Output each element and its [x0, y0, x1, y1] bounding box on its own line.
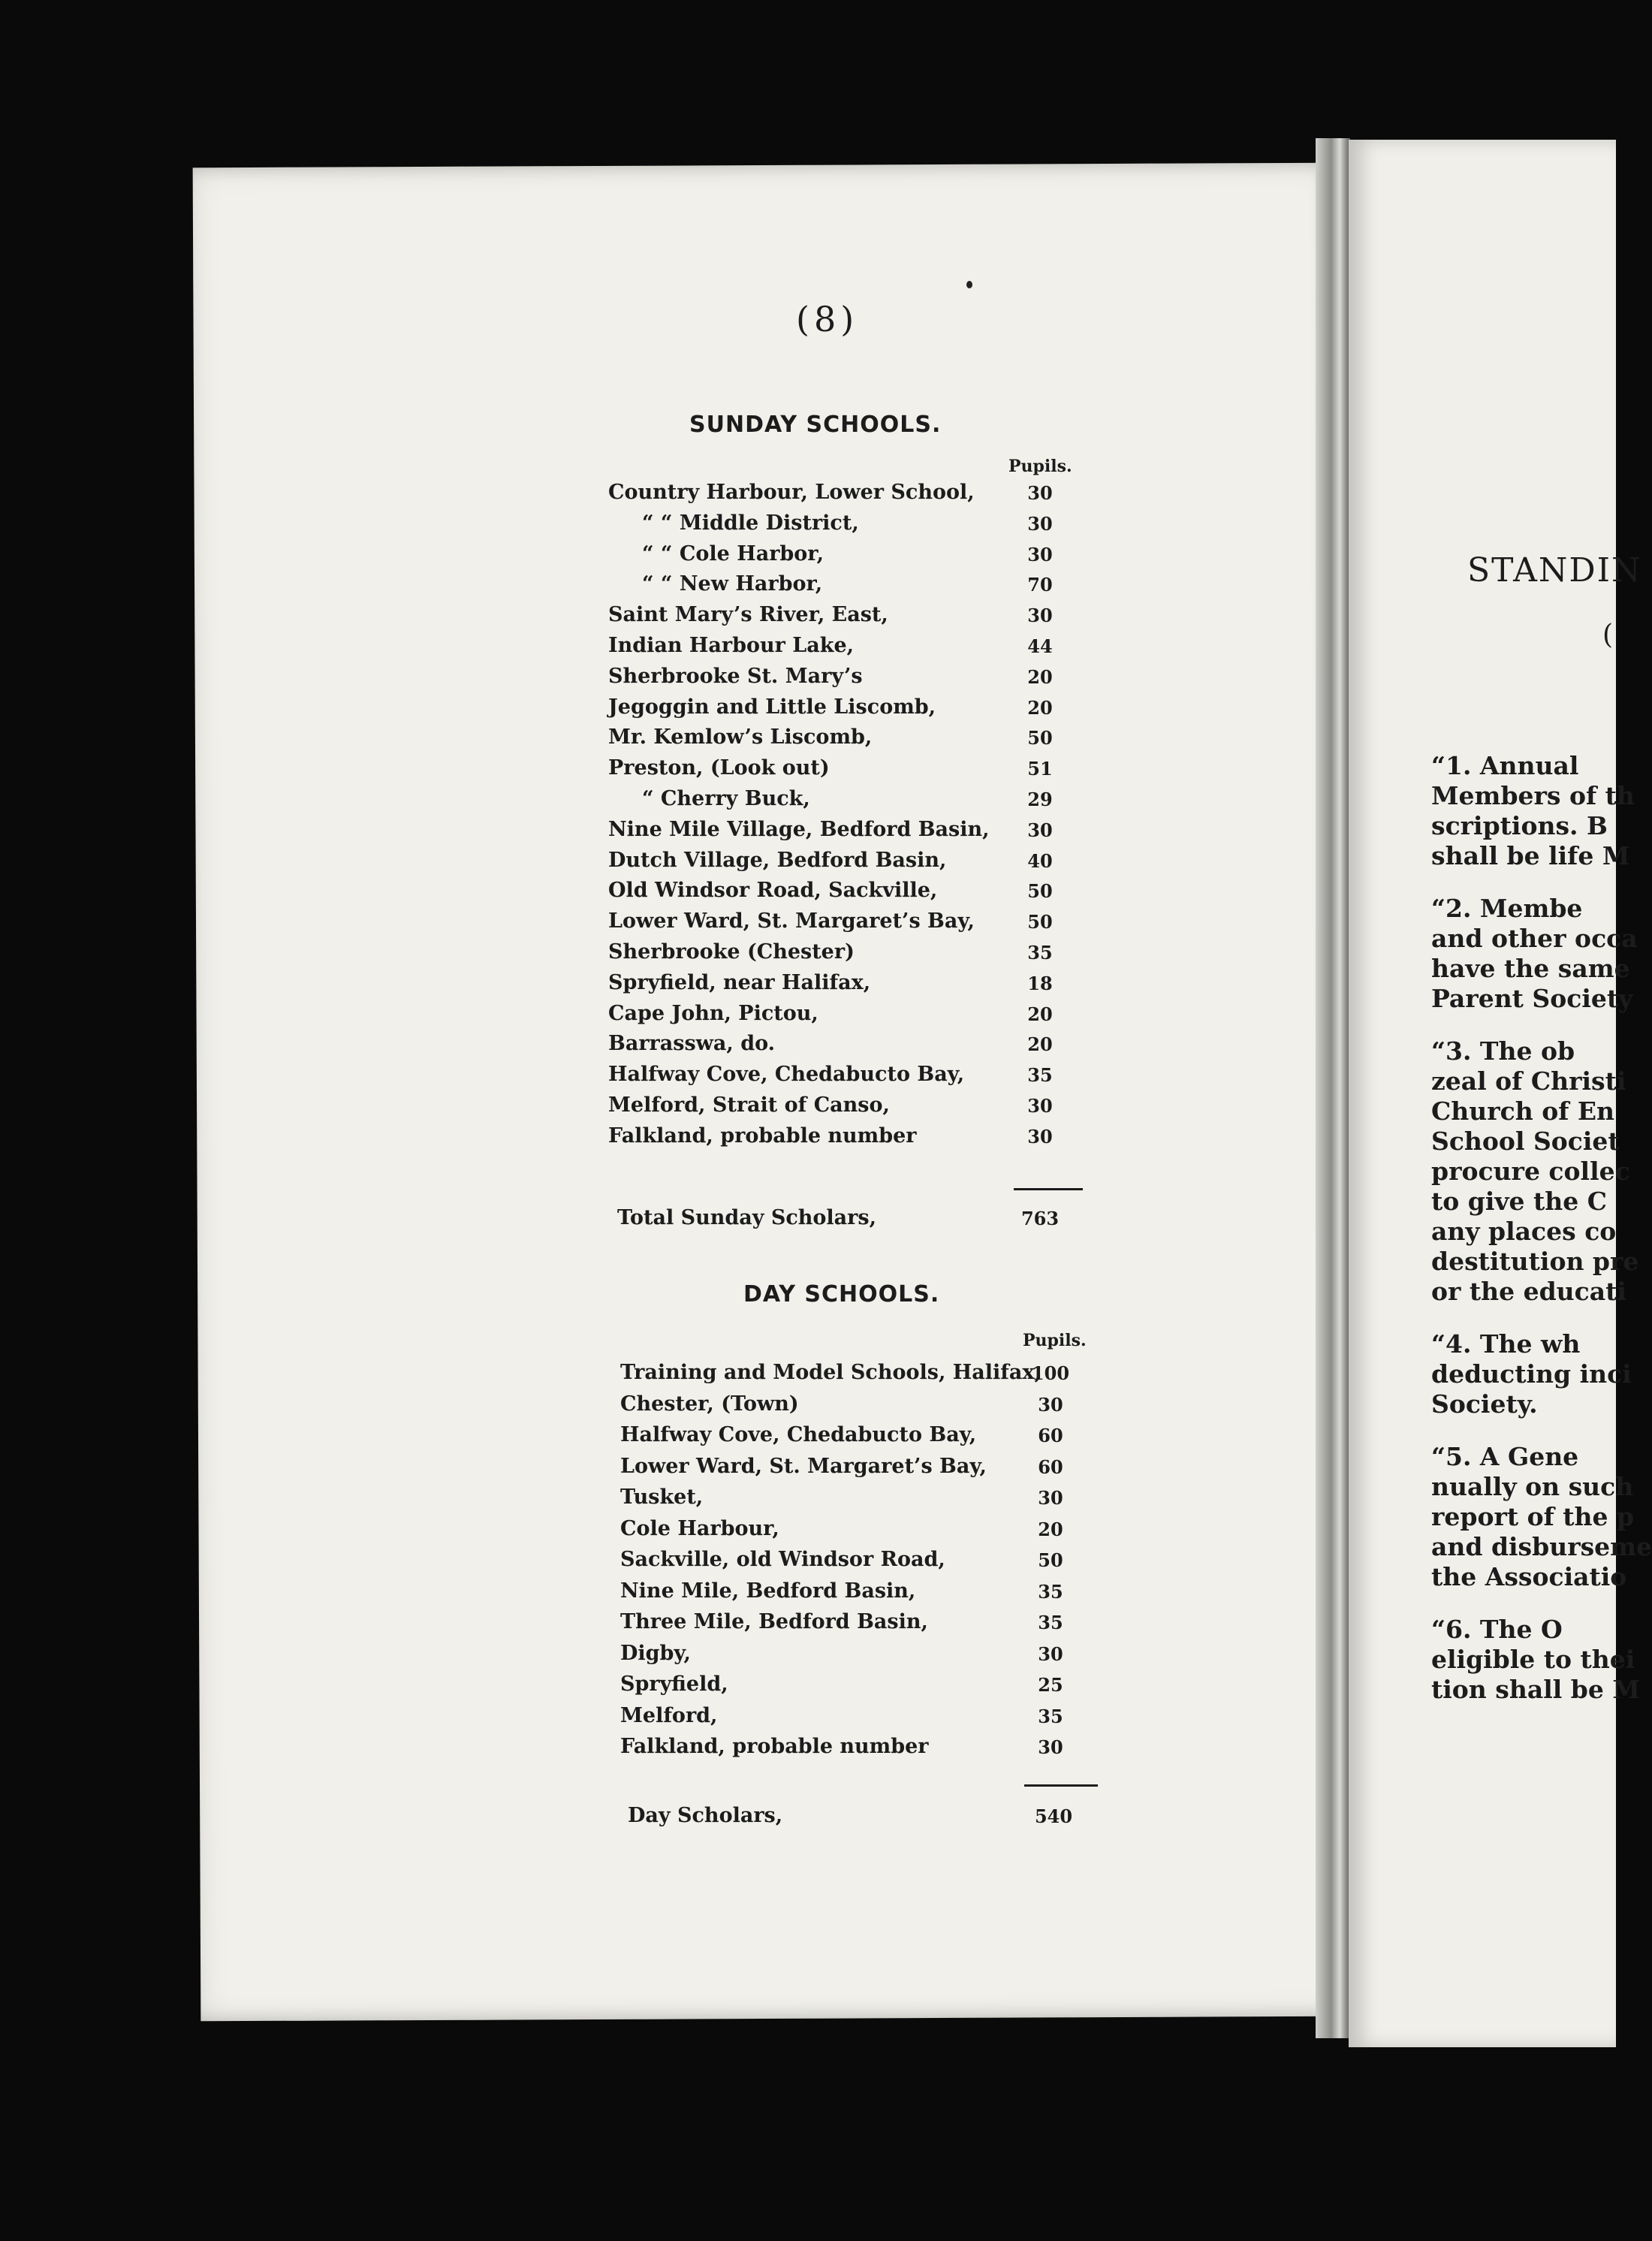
school-name: Cole Harbour, [620, 1516, 779, 1540]
pupil-count: 50 [1027, 880, 1053, 903]
school-name: Melford, [620, 1703, 718, 1727]
right-page-line: or the educati [1431, 1277, 1626, 1306]
right-page-line: “5. A Gene [1431, 1442, 1579, 1471]
pupil-count: 35 [1027, 1064, 1053, 1087]
pupil-count: 35 [1027, 942, 1053, 964]
right-page-line: Society. [1431, 1389, 1538, 1419]
school-name: Sackville, old Windsor Road, [620, 1548, 945, 1571]
pupil-count: 35 [1038, 1612, 1063, 1633]
school-name: Old Windsor Road, Sackville, [608, 879, 938, 903]
pupil-count: 30 [1027, 543, 1053, 566]
school-name: Jegoggin and Little Liscomb, [608, 695, 936, 719]
pupil-count: 50 [1038, 1549, 1063, 1571]
pupil-count: 20 [1027, 696, 1053, 719]
right-page-line: shall be life M [1431, 841, 1630, 870]
right-page-line: scriptions. B [1431, 811, 1608, 840]
right-page-line: the Associatio [1431, 1562, 1627, 1591]
right-page-line: destitution pre [1431, 1247, 1639, 1276]
pupil-count: 100 [1031, 1362, 1070, 1384]
school-name: Halfway Cove, Chedabucto Bay, [608, 1063, 965, 1087]
school-name: Dutch Village, Bedford Basin, [608, 848, 947, 872]
right-page-paren: ( [1602, 620, 1614, 650]
pupil-count: 30 [1027, 605, 1053, 627]
right-page-line: have the same [1431, 954, 1630, 983]
sunday-total-rule [1014, 1188, 1083, 1190]
right-page-line: “1. Annual [1431, 751, 1579, 780]
school-name: Spryfield, near Halifax, [608, 970, 871, 994]
day-total-label: Day Scholars, [628, 1804, 783, 1827]
school-name: Chester, (Town) [620, 1392, 799, 1416]
pupil-count: 35 [1038, 1580, 1063, 1603]
school-name: Digby, [620, 1641, 691, 1665]
pupil-count: 25 [1038, 1674, 1063, 1696]
pupil-count: 60 [1038, 1425, 1063, 1446]
pupil-count: 30 [1027, 482, 1053, 504]
school-name: Tusket, [620, 1485, 704, 1509]
pupil-count: 44 [1027, 635, 1053, 657]
school-name: Training and Model Schools, Halifax, [620, 1361, 1042, 1384]
pupil-count: 30 [1038, 1393, 1063, 1416]
pupil-count: 30 [1038, 1642, 1063, 1665]
school-name: “ “ Middle District, [642, 511, 859, 535]
right-page-line: and other occa [1431, 924, 1638, 953]
school-name: Barrasswa, do. [608, 1032, 776, 1056]
pupil-count: 30 [1027, 1125, 1053, 1148]
pupil-count: 20 [1027, 665, 1053, 688]
school-name: Mr. Kemlow’s Liscomb, [608, 725, 873, 750]
pupil-count: 30 [1027, 512, 1053, 535]
pupil-count: 20 [1027, 1033, 1053, 1056]
pupil-count: 30 [1027, 1095, 1053, 1117]
school-name: Melford, Strait of Canso, [608, 1093, 890, 1117]
right-page-line: tion shall be M [1431, 1675, 1640, 1704]
right-page-line: to give the C [1431, 1187, 1607, 1216]
pupil-count: 18 [1027, 972, 1053, 994]
pupil-count: 29 [1027, 789, 1053, 810]
school-name: Sherbrooke (Chester) [608, 940, 855, 964]
school-name: Halfway Cove, Chedabucto Bay, [620, 1423, 977, 1446]
pupil-count: 30 [1038, 1487, 1063, 1509]
pupil-count: 50 [1027, 727, 1053, 750]
school-name: “ Cherry Buck, [642, 787, 810, 810]
pupil-count: 20 [1027, 1003, 1053, 1025]
sunday-total-value: 763 [1020, 1208, 1060, 1229]
school-name: Falkland, probable number [620, 1735, 929, 1758]
right-page-line: “4. The wh [1431, 1329, 1581, 1359]
school-name: Three Mile, Bedford Basin, [620, 1610, 928, 1633]
pupil-count: 51 [1027, 758, 1053, 780]
right-page-line: Parent Society [1431, 984, 1633, 1013]
school-name: Indian Harbour Lake, [608, 634, 855, 657]
pupil-count: 60 [1038, 1455, 1063, 1478]
sunday-total-label: Total Sunday Scholars, [617, 1206, 877, 1229]
right-page-line: zeal of Christi [1431, 1066, 1626, 1096]
right-page-line: deducting inci [1431, 1359, 1632, 1389]
day-pupils-header: Pupils. [1023, 1331, 1087, 1350]
right-page-line: any places co [1431, 1217, 1617, 1246]
school-name: Cape John, Pictou, [608, 1001, 818, 1025]
school-name: Saint Mary’s River, East, [608, 603, 888, 627]
right-page-line: procure collec [1431, 1157, 1630, 1186]
sunday-pupils-header: Pupils. [1008, 457, 1072, 476]
pupil-count: 30 [1038, 1736, 1063, 1758]
day-schools-title: DAY SCHOOLS. [743, 1281, 940, 1308]
right-page-line: eligible to thei [1431, 1645, 1635, 1674]
school-name: Nine Mile Village, Bedford Basin, [608, 817, 990, 841]
right-page-line: “6. The O [1431, 1615, 1563, 1644]
school-name: Sherbrooke St. Mary’s [608, 664, 863, 688]
right-page-line: School Societ [1431, 1127, 1620, 1156]
school-name: “ “ New Harbor, [642, 572, 823, 596]
page-number: (8) [796, 299, 859, 339]
pupil-count: 20 [1038, 1518, 1063, 1540]
school-name: “ “ Cole Harbor, [642, 541, 824, 566]
sunday-schools-title: SUNDAY SCHOOLS. [689, 412, 942, 438]
school-name: Lower Ward, St. Margaret’s Bay, [620, 1454, 987, 1478]
school-name: Preston, (Look out) [608, 756, 830, 780]
right-page-title: STANDIN [1467, 551, 1642, 590]
day-total-value: 540 [1034, 1805, 1073, 1827]
right-page-line: report of the p [1431, 1502, 1635, 1531]
day-total-rule [1024, 1784, 1098, 1787]
pupil-count: 50 [1027, 911, 1053, 933]
page-gutter [1316, 138, 1350, 2038]
pupil-count: 70 [1027, 574, 1053, 596]
school-name: Falkland, probable number [608, 1124, 917, 1148]
pupil-count: 30 [1027, 819, 1053, 841]
pupil-count: 40 [1027, 849, 1053, 872]
pupil-count: 35 [1038, 1705, 1063, 1727]
ink-speck [966, 281, 972, 288]
school-name: Nine Mile, Bedford Basin, [620, 1579, 916, 1603]
right-page-line: “3. The ob [1431, 1036, 1575, 1066]
right-page-line: and disburseme [1431, 1532, 1652, 1561]
right-page-line: Church of En [1431, 1096, 1615, 1126]
school-name: Spryfield, [620, 1672, 728, 1696]
school-name: Lower Ward, St. Margaret’s Bay, [608, 909, 975, 933]
right-page-line: nually on such [1431, 1472, 1634, 1501]
school-name: Country Harbour, Lower School, [608, 481, 975, 504]
right-page-line: Members of th [1431, 781, 1635, 810]
right-page-line: “2. Membe [1431, 894, 1583, 923]
